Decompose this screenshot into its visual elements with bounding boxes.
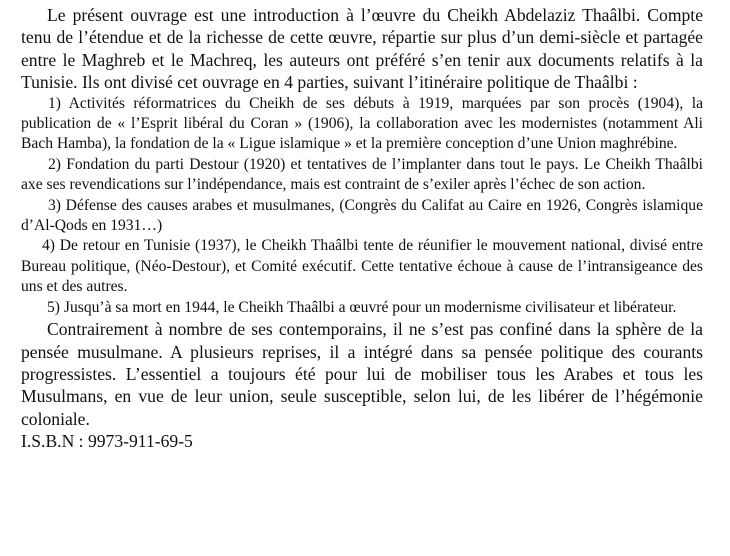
list-item-part-1: 1) Activités réformatrices du Cheikh de ses débuts à 1919, marquées par son procès (1904), la publication de « l’Esprit libéral du Coran » (1906), la collaboration avec les modernistes (notamment Ali Bach Hamba), la fondation de la « Ligue islamique » et la première conception d’une Union maghrébine. [21, 94, 703, 153]
parts-list [21, 94, 703, 318]
isbn-line: I.S.B.N : 9973-911-69-5 [21, 431, 193, 452]
list-item-part-3: 3) Défense des causes arabes et musulmanes, (Congrès du Califat au Caire en 1926, Congrès islamique d’Al-Qods en 1931…) [21, 196, 703, 235]
document-page [21, 4, 703, 453]
list-item-part-2: 2) Fondation du parti Destour (1920) et tentatives de l’implanter dans tout le pays. Le Cheikh Thaâlbi axe ses revendications sur l’indépendance, mais est contraint de s’exiler après l’échec de son action. [21, 155, 703, 194]
list-item-part-5: 5) Jusqu’à sa mort en 1944, le Cheikh Thaâlbi a œuvré pour un modernisme civilisateur et libérateur. [47, 298, 677, 316]
list-item-part-4: 4) De retour en Tunisie (1937), le Cheikh Thaâlbi tente de réunifier le mouvement national, divisé entre Bureau politique, (Néo-Destour), et Comité exécutif. Cette tentative échoue à cause de l’intransigeance des uns et des autres. [21, 237, 703, 296]
closing-paragraph: Contrairement à nombre de ses contemporains, il ne s’est pas confiné dans la sphère de la pensée musulmane. A plusieurs reprises, il a intégré dans sa pensée politique des courants progressistes. L’essentiel a toujours été pour lui de mobiliser tous les Arabes et tous les Musulmans, en vue de leur union, seule susceptible, selon lui, de les libérer de l’hégémonie coloniale. [21, 319, 703, 429]
intro-paragraph: Le présent ouvrage est une introduction à l’œuvre du Cheikh Abdelaziz Thaâlbi. Compte tenu de l’étendue et de la richesse de cette œuvre, répartie sur plus d’un demi-siècle et partagée entre le Maghreb et le Machreq, les auteurs ont préféré s’en tenir aux documents relatifs à la Tunisie. Ils ont divisé cet ouvrage en 4 parties, suivant l’itinéraire politique de Thaâlbi : [21, 5, 703, 93]
